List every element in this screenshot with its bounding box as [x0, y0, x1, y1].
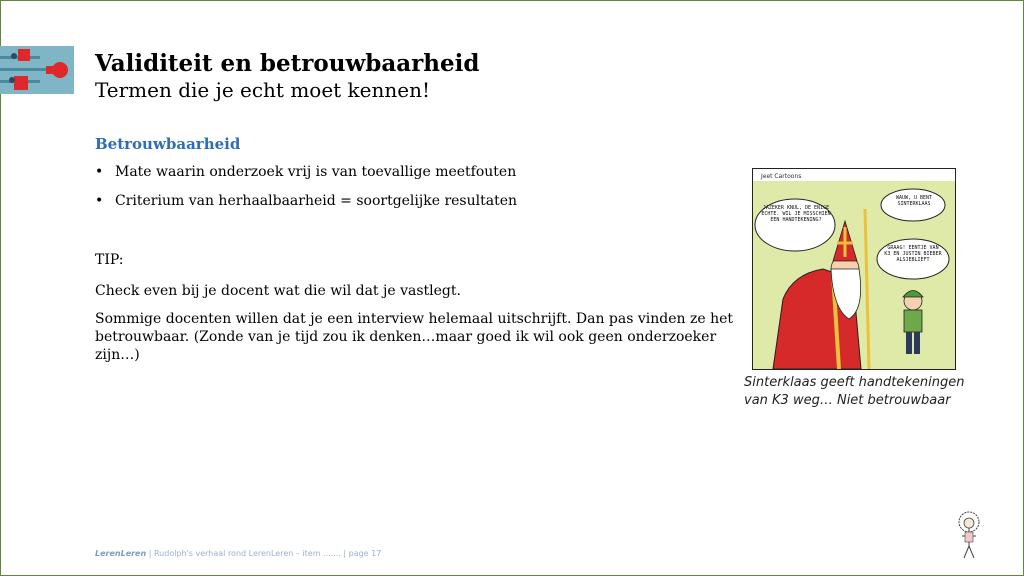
slide-subtitle: Termen die je echt moet kennen!: [95, 78, 431, 102]
slide-footer: [95, 549, 381, 558]
caption-line-2: van K3 weg… Niet betrouwbaar: [744, 393, 951, 408]
bubble-left-text: JAZEKER KNUL, DE ENIGE ECHTE. WIL JE MISSCHIEN EEN HANDTEKENING?: [761, 205, 831, 223]
paragraph-2: Sommige docenten willen dat je een interview helemaal uitschrijft. Dan pas vinden ze het betrouwbaar. (Zonde van je tijd zou ik denken…maar goed ik wil ook geen onderzoeker zijn…): [95, 311, 734, 363]
footer-brand: LerenLeren: [95, 549, 147, 558]
logo-graphic: [0, 46, 74, 94]
caption-line-1: Sinterklaas geeft handtekeningen: [744, 375, 965, 390]
cartoon-illustration: [753, 169, 955, 369]
bullet-list: [95, 163, 517, 221]
bullet-item: • Mate waarin onderzoek vrij is van toevallige meetfouten: [95, 163, 517, 181]
slide-logo: [0, 46, 74, 94]
cartoon-header: Jeet Cartoons: [761, 173, 802, 180]
paragraph-1: Check even bij je docent wat die wil dat je vastlegt.: [95, 283, 461, 299]
cartoon-image: [752, 168, 956, 370]
cartoon-caption: [744, 374, 984, 410]
bubble-top-right-text: WAUW, U BENT SINTERKLAAS: [895, 195, 933, 207]
bullet-item: • Criterium van herhaalbaarheid = soortgelijke resultaten: [95, 192, 517, 210]
footer-text: | Rudolph's verhaal rond LerenLeren – item ....... | page 17: [146, 549, 382, 558]
doodle-figure-icon: [952, 510, 986, 560]
bubble-mid-right-text: GRAAG! EENTJE VAN K3 EN JUSTIN BIEBER ALSJEBLIEFT: [884, 245, 942, 263]
tip-label: TIP:: [95, 252, 124, 268]
section-heading: Betrouwbaarheid: [95, 135, 241, 153]
slide-title: Validiteit en betrouwbaarheid: [95, 50, 480, 77]
